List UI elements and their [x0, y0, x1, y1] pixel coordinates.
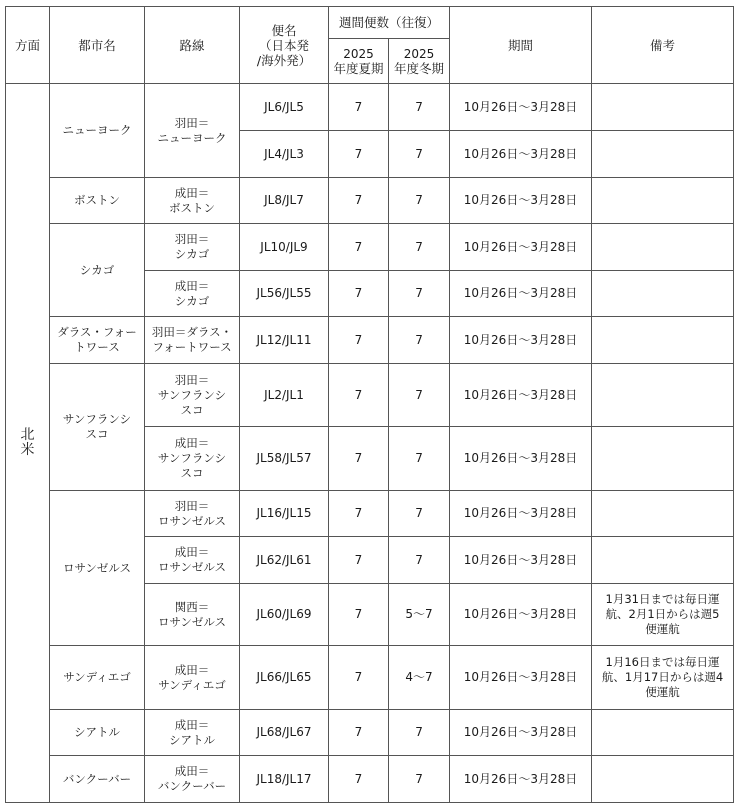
route-line: スコ [180, 466, 204, 480]
city-cell [50, 646, 145, 710]
period-cell: 10月26日～3月28日 [450, 537, 592, 584]
route-line: 成田＝ [174, 545, 210, 559]
region-char: 米 [20, 442, 35, 458]
period-cell: 10月26日～3月28日 [450, 364, 592, 427]
route-cell [145, 427, 240, 491]
city-cell [50, 710, 145, 756]
header-winter-year: 2025 [403, 46, 435, 61]
summer-cell: 7 [329, 84, 389, 131]
remarks-cell [592, 84, 734, 131]
table-row [6, 491, 734, 537]
header-period: 期間 [450, 7, 592, 84]
header-city: 都市名 [50, 7, 145, 84]
summer-cell: 7 [329, 271, 389, 317]
table-row [6, 646, 734, 710]
city-line: シアトル [74, 725, 120, 739]
summer-cell: 7 [329, 131, 389, 178]
flight-cell: JL4/JL3 [240, 131, 329, 178]
route-cell [145, 364, 240, 427]
remarks-cell [592, 178, 734, 224]
remarks-cell [592, 646, 734, 710]
route-cell [145, 646, 240, 710]
remarks-cell [592, 491, 734, 537]
flight-cell: JL58/JL57 [240, 427, 329, 491]
city-line: サンディエゴ [63, 670, 131, 684]
summer-cell: 7 [329, 537, 389, 584]
route-cell [145, 491, 240, 537]
table-row [6, 317, 734, 364]
city-line: スコ [85, 427, 109, 441]
remarks-line: 便運航 [645, 622, 680, 636]
remarks-line: 航、2月1日からは週5 [605, 607, 720, 621]
header-route: 路線 [145, 7, 240, 84]
summer-cell: 7 [329, 317, 389, 364]
route-line: ロサンゼルス [157, 614, 227, 629]
winter-cell: 7 [389, 84, 450, 131]
summer-cell: 7 [329, 584, 389, 646]
remarks-cell [592, 537, 734, 584]
remarks-line: 航、1月17日からは週4 [601, 670, 724, 684]
remarks-line: 1月31日までは毎日運 [605, 592, 720, 606]
city-line: ダラス・フォー [57, 325, 137, 339]
table-row [6, 710, 734, 756]
period-cell: 10月26日～3月28日 [450, 427, 592, 491]
winter-cell: 7 [389, 364, 450, 427]
summer-cell: 7 [329, 491, 389, 537]
header-summer [329, 39, 389, 84]
route-line: 成田＝ [174, 662, 210, 677]
flight-cell: JL56/JL55 [240, 271, 329, 317]
city-line: バンクーバー [62, 771, 132, 786]
remarks-cell [592, 317, 734, 364]
summer-cell: 7 [329, 224, 389, 271]
route-line: スコ [180, 402, 204, 417]
table-row [6, 756, 734, 803]
remarks-cell [592, 710, 734, 756]
route-cell [145, 178, 240, 224]
summer-cell: 7 [329, 646, 389, 710]
flight-schedule-table [5, 6, 734, 803]
route-line: 成田＝ [174, 717, 210, 732]
city-cell [50, 224, 145, 317]
route-cell [145, 756, 240, 803]
flight-cell: JL12/JL11 [240, 317, 329, 364]
city-line: シカゴ [79, 262, 115, 277]
route-line: 羽田＝ [174, 232, 210, 246]
period-cell: 10月26日～3月28日 [450, 224, 592, 271]
route-cell [145, 537, 240, 584]
route-line: バンクーバー [157, 779, 227, 793]
winter-cell: 7 [389, 427, 450, 491]
table-row [6, 84, 734, 131]
city-cell [50, 491, 145, 646]
route-line: サンディエゴ [158, 677, 226, 692]
city-line: トワース [74, 340, 120, 354]
winter-cell: 7 [389, 131, 450, 178]
remarks-cell [592, 224, 734, 271]
remarks-cell [592, 427, 734, 491]
header-flight [240, 7, 329, 84]
winter-cell: 7 [389, 537, 450, 584]
winter-cell: 7 [389, 224, 450, 271]
header-winter-label: 年度冬期 [394, 60, 445, 76]
route-line: ニューヨーク [157, 130, 227, 145]
winter-cell: 7 [389, 317, 450, 364]
winter-cell: 7 [389, 491, 450, 537]
flight-cell: JL68/JL67 [240, 710, 329, 756]
remarks-cell [592, 131, 734, 178]
period-cell: 10月26日～3月28日 [450, 756, 592, 803]
route-cell [145, 584, 240, 646]
header-flight-line: 便名 [271, 22, 297, 38]
table-row [6, 178, 734, 224]
summer-cell: 7 [329, 364, 389, 427]
summer-cell: 7 [329, 756, 389, 803]
flight-cell: JL2/JL1 [240, 364, 329, 427]
period-cell: 10月26日～3月28日 [450, 84, 592, 131]
city-cell [50, 756, 145, 803]
header-flight-line: （日本発 [258, 37, 309, 53]
period-cell: 10月26日～3月28日 [450, 646, 592, 710]
remarks-cell [592, 756, 734, 803]
flight-cell: JL18/JL17 [240, 756, 329, 803]
period-cell: 10月26日～3月28日 [450, 131, 592, 178]
route-line: シアトル [169, 732, 215, 747]
period-cell: 10月26日～3月28日 [450, 271, 592, 317]
route-line: 羽田＝ダラス・ [151, 325, 233, 339]
flight-cell: JL6/JL5 [240, 84, 329, 131]
route-line: サンフランシ [157, 387, 227, 402]
remarks-cell [592, 584, 734, 646]
winter-cell: 7 [389, 178, 450, 224]
route-line: シカゴ [174, 293, 210, 308]
remarks-cell [592, 364, 734, 427]
city-cell [50, 84, 145, 178]
route-line: シカゴ [174, 247, 210, 261]
city-cell [50, 317, 145, 364]
period-cell: 10月26日～3月28日 [450, 178, 592, 224]
region-char: 北 [20, 427, 35, 443]
winter-cell: 7 [389, 271, 450, 317]
summer-cell: 7 [329, 178, 389, 224]
route-line: ボストン [169, 200, 215, 215]
period-cell: 10月26日～3月28日 [450, 317, 592, 364]
city-line: ロサンゼルス [62, 560, 132, 575]
header-flight-line: /海外発） [256, 52, 312, 68]
winter-cell: 4～7 [389, 646, 450, 710]
route-cell [145, 224, 240, 271]
route-line: フォートワース [152, 340, 232, 354]
region-cell [6, 84, 50, 803]
flight-cell: JL16/JL15 [240, 491, 329, 537]
winter-cell: 7 [389, 710, 450, 756]
header-weekly-flights: 週間便数（往復） [329, 7, 450, 39]
remarks-cell [592, 271, 734, 317]
route-line: 成田＝ [174, 278, 210, 293]
route-cell [145, 271, 240, 317]
route-line: 成田＝ [174, 764, 210, 778]
header-region: 方面 [6, 7, 50, 84]
route-line: ロサンゼルス [157, 513, 227, 528]
flight-cell: JL66/JL65 [240, 646, 329, 710]
flight-cell: JL60/JL69 [240, 584, 329, 646]
table-row [6, 364, 734, 427]
summer-cell: 7 [329, 427, 389, 491]
summer-cell: 7 [329, 710, 389, 756]
route-line: 羽田＝ [174, 498, 210, 513]
flight-cell: JL8/JL7 [240, 178, 329, 224]
route-line: サンフランシ [157, 451, 227, 465]
table-row [6, 224, 734, 271]
winter-cell: 7 [389, 756, 450, 803]
city-line: ボストン [74, 193, 120, 207]
header-summer-label: 年度夏期 [333, 60, 384, 76]
city-line: ニューヨーク [62, 123, 132, 137]
header-winter [389, 39, 450, 84]
route-line: 羽田＝ [174, 115, 210, 130]
period-cell: 10月26日～3月28日 [450, 710, 592, 756]
route-cell [145, 84, 240, 178]
route-cell [145, 317, 240, 364]
route-line: 羽田＝ [174, 372, 210, 387]
remarks-line: 1月16日までは毎日運 [605, 655, 720, 669]
remarks-line: 便運航 [645, 685, 680, 699]
winter-cell: 5～7 [389, 584, 450, 646]
city-line: サンフランシ [62, 412, 132, 426]
period-cell: 10月26日～3月28日 [450, 584, 592, 646]
city-cell [50, 364, 145, 491]
route-cell [145, 710, 240, 756]
header-summer-year: 2025 [343, 46, 374, 61]
route-line: ロサンゼルス [157, 560, 227, 574]
flight-cell: JL10/JL9 [240, 224, 329, 271]
route-line: 成田＝ [174, 436, 210, 450]
route-line: 成田＝ [174, 185, 210, 200]
header-remarks: 備考 [592, 7, 734, 84]
flight-cell: JL62/JL61 [240, 537, 329, 584]
city-cell [50, 178, 145, 224]
period-cell: 10月26日～3月28日 [450, 491, 592, 537]
route-line: 関西＝ [174, 599, 210, 614]
